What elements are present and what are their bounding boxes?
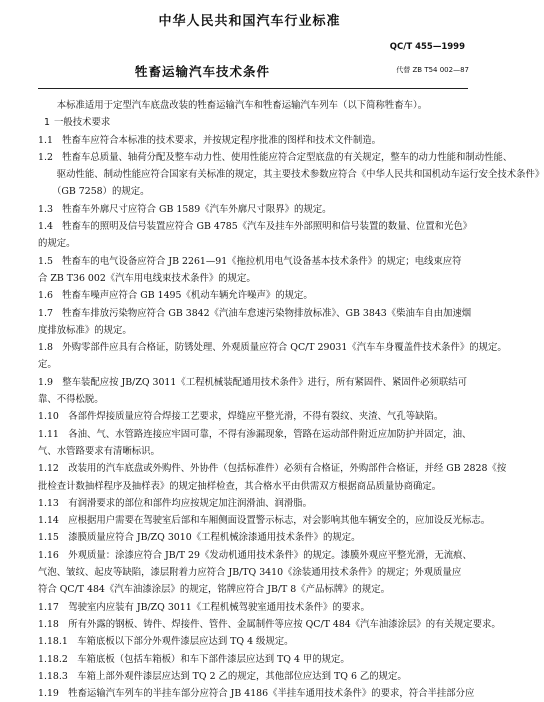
standard-code: QC/T 455—1999 [389,42,465,52]
clause-line: 1.4 牲畜车的照明及信号装置应符合 GB 4785《汽车及挂车外部照明和信号装置的数量、位置和光色》 [38,221,473,233]
clause-line: 1.10 各部件焊接质量应符合焊接工艺要求，焊缝应平整光滑，不得有裂纹、夹渣、气孔等缺陷。 [38,411,444,423]
replaces-note: 代替 ZB T54 002—87 [396,66,469,74]
clause-line: 1.18.3 车箱上部外观件漆层应达到 TQ 2 乙的规定，其他部位应达到 TQ 6 乙的规定。 [38,670,407,682]
clause-line: 1.12 改装用的汽车底盘或外购件、外协件（包括标准件）必须有合格证，外购部件合格证，并经 GB 2828《按 [38,463,507,475]
clause-line: 1.8 外购零部件应具有合格证，防锈处理、外观质量应符合 QC/T 29031《汽车车身覆盖件技术条件》的规定。 [38,342,507,354]
clause-line: 1.1 牲畜车应符合本标准的技术要求，并按规定程序批准的图样和技术文件制造。 [38,134,382,146]
section-number: 1 [44,117,50,129]
clause-line: 1.6 牲畜车噪声应符合 GB 1495《机动车辆允许噪声》的规定。 [38,290,313,302]
standard-title: 中华人民共和国汽车行业标准 [158,14,341,29]
clause-line: 度排放标准》的规定。 [38,324,132,336]
clause-line: 1.3 牲畜车外廓尺寸应符合 GB 1589《汽车外廓尺寸限界》的规定。 [38,203,332,215]
clause-line: 1.13 有润滑要求的部位和部件均应按规定加注润滑油、润滑脂。 [38,497,313,509]
clause-line: 气泡、皱纹、起皮等缺陷，漆层附着力应符合 JB/TQ 3410《涂装通用技术条件》的规定；外观质量应 [38,567,462,579]
clause-line: 1.7 牲畜车排放污染物应符合 GB 3842《汽油车怠速污染物排放标准》、GB 3843《柴油车自由加速烟 [38,307,472,319]
clause-line: 1.9 整车装配应按 JB/ZQ 3011《工程机械装配通用技术条件》进行，所有紧固件、紧固件必须联结可 [38,376,467,388]
clause-line: 驱动性能、制动性能应符合国家有关标准的规定，其主要技术参数应符合《中华人民共和国机动车运行安全技术条件》 [38,169,544,181]
document-title: 牲畜运输汽车技术条件 [135,64,271,79]
clause-line: 1.11 各油、气、水管路连接应牢固可靠，不得有渗漏现象，管路在运动部件附近应加防护并固定，油、 [38,428,472,440]
clause-line: 1.18.1 车箱底板以下部分外观件漆层应达到 TQ 4 级规定。 [38,636,294,648]
header-divider [38,88,468,89]
clause-line: 合 ZB T36 002《汽车用电线束技术条件》的规定。 [38,272,256,284]
clause-line: 1.19 牲畜运输汽车列车的半挂车部分应符合 JB 4186《半挂车通用技术条件》的要求，符合半挂部分应 [38,688,475,700]
section-title: 一般技术要求 [53,117,111,129]
section-heading [38,114,470,131]
clause-line: 1.5 牲畜车的电气设备应符合 JB 2261—91《拖拉机用电气设备基本技术条件》的规定；电线束应符 [38,255,462,267]
scope-paragraph: 本标准适用于定型汽车底盘改装的牲畜运输汽车和牲畜运输汽车列车（以下简称牲畜车）。 [56,100,428,111]
clause-line: 靠、不得松脱。 [38,394,104,406]
clause-line: 定。 [38,359,57,371]
clause-line: 1.16 外观质量：涂漆应符合 JB/T 29《发动机通用技术条件》的规定。漆膜外观应平整光滑，无流痕、 [38,549,472,561]
clause-line: 1.2 牲畜车总质量、轴荷分配及整车动力性、使用性能应符合定型底盘的有关规定，整车的动力性能和制动性能、 [38,151,513,163]
clause-line: 1.15 漆膜质量应符合 JB/ZQ 3010《工程机械涂漆通用技术条件》的规定。 [38,532,361,544]
clause-line: 1.18.2 车箱底板（包括车箱板）和车下部件漆层应达到 TQ 4 甲的规定。 [38,653,350,665]
clause-line: 1.17 驾驶室内应装有 JB/ZQ 3011《工程机械驾驶室通用技术条件》的要求。 [38,601,370,613]
clause-line: （GB 7258）的规定。 [38,186,150,198]
clause-line: 批检查计数抽样程序及抽样表》的规定抽样检查，其合格水平由供需双方根据商品质量协商确定。 [38,480,442,492]
clause-line: 1.18 所有外露的钢板、铸件、焊接件、管件、金属制件等应按 QC/T 484《汽车油漆涂层》的有关规定要求。 [38,618,501,630]
document-body [38,97,544,702]
clause-line: 1.14 应根据用户需要在驾驶室后部和车厢侧面设置警示标志，对会影响其他车辆安全的，应加设反光标志。 [38,515,491,527]
clause-line: 符合 QC/T 484《汽车油漆涂层》的规定，铭牌应符合 JB/T 8《产品标牌》的规定。 [38,584,390,596]
clause-list [38,132,544,702]
clause-line: 气、水管路要求有清晰标识。 [38,445,160,457]
clause-line: 的规定。 [38,238,76,250]
